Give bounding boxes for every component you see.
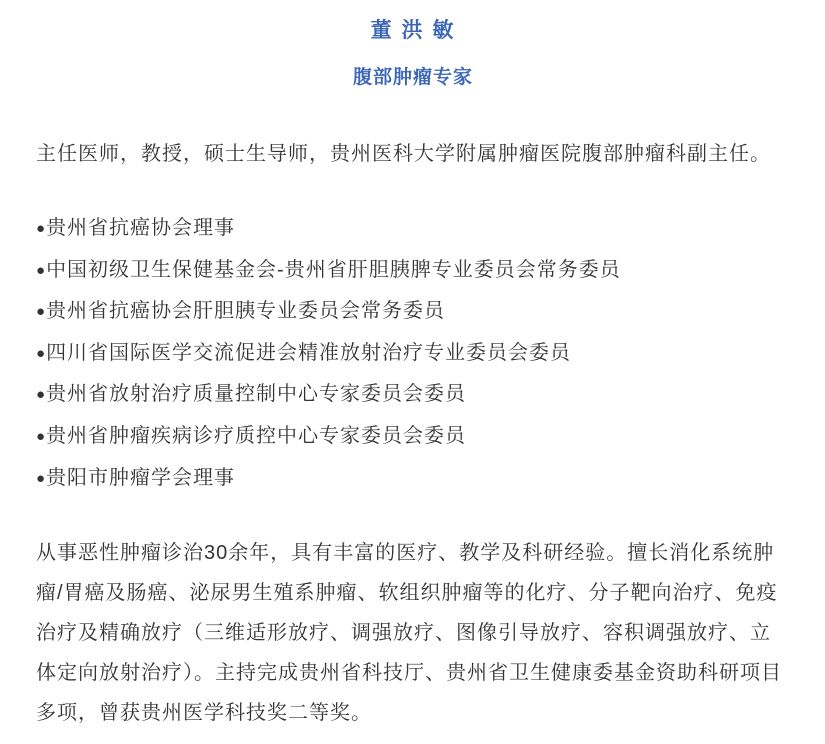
- credential-text: 贵州省肿瘤疾病诊疗质控中心专家委员会委员: [46, 424, 467, 447]
- specialty-subtitle: 腹部肿瘤专家: [352, 67, 473, 88]
- list-item: [36, 458, 790, 500]
- bullet-icon: ●: [36, 386, 46, 404]
- list-item: [36, 416, 790, 458]
- credential-text: 贵州省抗癌协会肝胆胰专业委员会常务委员: [46, 300, 446, 323]
- bullet-icon: ●: [36, 469, 46, 487]
- bullet-icon: ●: [36, 303, 46, 321]
- intro-paragraph: 主任医师，教授，硕士生导师，贵州医科大学附属肿瘤医院腹部肿瘤科副主任。: [36, 143, 771, 165]
- list-item: [36, 291, 790, 333]
- doctor-name-title: 董 洪 敏: [370, 19, 456, 42]
- bullet-icon: ●: [36, 261, 46, 279]
- credential-text: 中国初级卫生保健基金会-贵州省肝胆胰脾专业委员会常务委员: [46, 258, 621, 281]
- credential-text: 贵州省放射治疗质量控制中心专家委员会委员: [46, 383, 467, 406]
- list-item: [36, 333, 790, 375]
- bullet-icon: ●: [36, 427, 46, 445]
- list-item: [36, 374, 790, 416]
- credential-text: 四川省国际医学交流促进会精准放射治疗专业委员会委员: [46, 341, 572, 364]
- credentials-list: [36, 208, 790, 499]
- credential-text: 贵阳市肿瘤学会理事: [46, 466, 236, 489]
- list-item: [36, 208, 790, 250]
- bullet-icon: ●: [36, 344, 46, 362]
- bullet-icon: ●: [36, 220, 46, 237]
- credential-text: 贵州省抗癌协会理事: [46, 217, 236, 239]
- biography-paragraph: 从事恶性肿瘤诊治30余年，具有丰富的医疗、教学及科研经验。擅长消化系统肿瘤/胃癌及肠癌、泌尿男生殖系肿瘤、软组织肿瘤等的化疗、分子靶向治疗、免疫治疗及精确放疗（三维适形放疗、调强放疗、图像引导放疗、容积调强放疗、立体定向放射治疗）。主持完成贵州省科技厅、贵州省卫生健康委基金资助科研项目多项，曾获贵州医学科技奖二等奖。: [36, 542, 782, 725]
- list-item: [36, 250, 790, 292]
